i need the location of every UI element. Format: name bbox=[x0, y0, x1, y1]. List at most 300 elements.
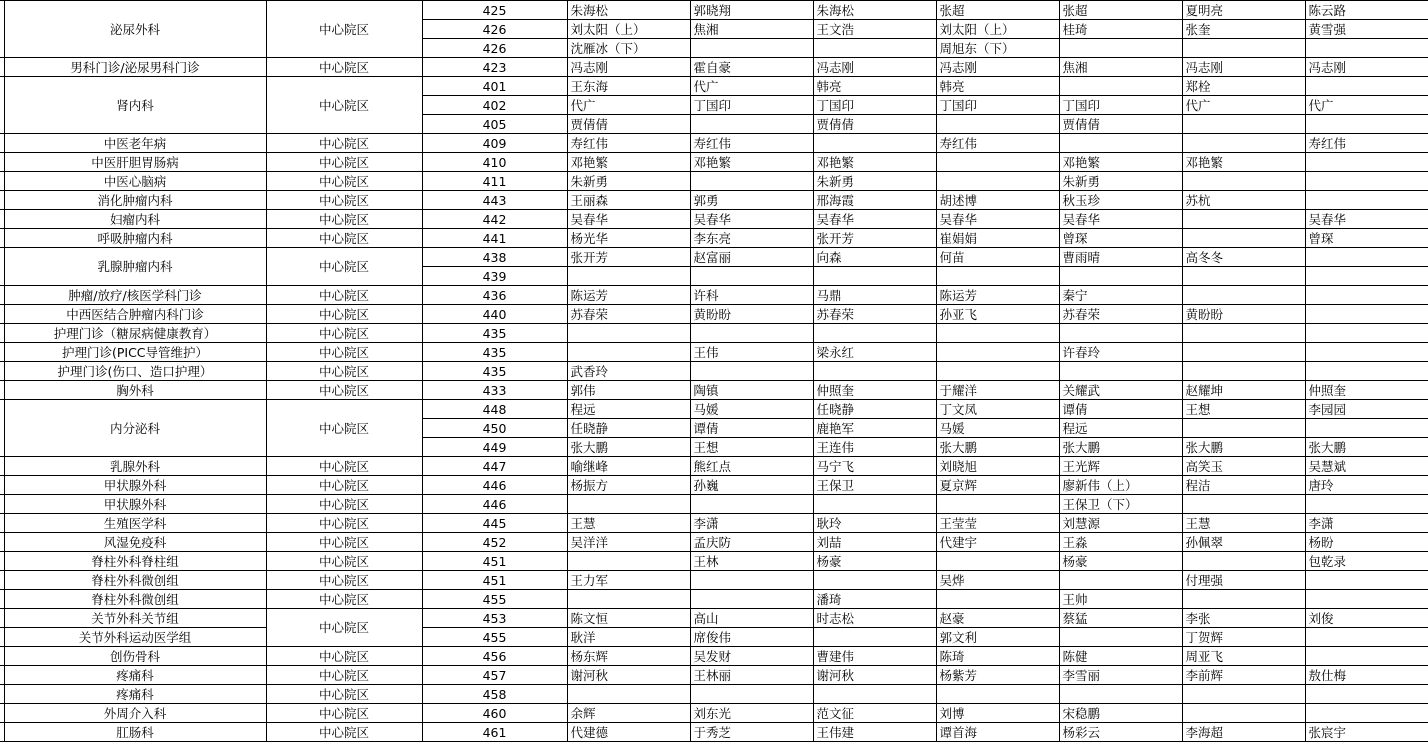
doctor-cell: 郭晓翔 bbox=[690, 1, 813, 20]
doctor-cell bbox=[1182, 685, 1305, 704]
doctor-cell bbox=[1059, 628, 1182, 647]
campus-cell: 中心院区 bbox=[266, 343, 422, 362]
doctor-cell: 孟庆防 bbox=[690, 533, 813, 552]
doctor-cell: 时志松 bbox=[813, 609, 936, 628]
doctor-cell: 贾倩倩 bbox=[813, 115, 936, 134]
doctor-cell: 崔娟娟 bbox=[936, 229, 1059, 248]
doctor-cell: 李前辉 bbox=[1182, 666, 1305, 685]
doctor-cell bbox=[690, 685, 813, 704]
doctor-cell: 赵耀坤 bbox=[1182, 381, 1305, 400]
room-number-cell: 446 bbox=[422, 495, 567, 514]
campus-cell: 中心院区 bbox=[266, 666, 422, 685]
table-row bbox=[0, 590, 1428, 609]
doctor-cell: 朱海松 bbox=[567, 1, 690, 20]
table-row bbox=[0, 343, 1428, 362]
doctor-cell bbox=[1182, 210, 1305, 229]
doctor-cell bbox=[1182, 552, 1305, 571]
doctor-cell: 张大鹏 bbox=[567, 438, 690, 457]
table-row bbox=[0, 685, 1428, 704]
doctor-cell: 宋稳鹏 bbox=[1059, 704, 1182, 723]
doctor-cell: 杨光华 bbox=[567, 229, 690, 248]
doctor-cell: 夏明亮 bbox=[1182, 1, 1305, 20]
room-number-cell: 450 bbox=[422, 419, 567, 438]
doctor-cell: 冯志刚 bbox=[1305, 58, 1428, 77]
doctor-cell bbox=[936, 590, 1059, 609]
doctor-cell bbox=[936, 324, 1059, 343]
campus-cell: 中心院区 bbox=[266, 305, 422, 324]
doctor-cell bbox=[1059, 571, 1182, 590]
table-row bbox=[0, 723, 1428, 742]
room-number-cell: 460 bbox=[422, 704, 567, 723]
department-cell: 护理门诊（糖尿病健康教育） bbox=[4, 324, 266, 343]
doctor-cell: 朱新勇 bbox=[1059, 172, 1182, 191]
doctor-cell: 李海超 bbox=[1182, 723, 1305, 742]
table-row bbox=[0, 172, 1428, 191]
doctor-cell: 关耀武 bbox=[1059, 381, 1182, 400]
room-number-cell: 451 bbox=[422, 571, 567, 590]
department-cell: 肿瘤/放疗/核医学科门诊 bbox=[4, 286, 266, 305]
doctor-cell: 王莹莹 bbox=[936, 514, 1059, 533]
campus-cell: 中心院区 bbox=[266, 609, 422, 647]
doctor-cell: 任晓静 bbox=[567, 419, 690, 438]
doctor-cell: 丁国印 bbox=[813, 96, 936, 115]
doctor-cell: 焦湘 bbox=[690, 20, 813, 39]
campus-cell: 中心院区 bbox=[266, 590, 422, 609]
doctor-cell: 王连伟 bbox=[813, 438, 936, 457]
doctor-cell: 杨豪 bbox=[1059, 552, 1182, 571]
doctor-cell bbox=[1305, 324, 1428, 343]
doctor-cell: 谭倩 bbox=[690, 419, 813, 438]
doctor-cell: 鹿艳军 bbox=[813, 419, 936, 438]
campus-cell: 中心院区 bbox=[266, 476, 422, 495]
doctor-cell: 高冬冬 bbox=[1182, 248, 1305, 267]
doctor-cell: 王林 bbox=[690, 552, 813, 571]
department-cell: 内分泌科 bbox=[4, 400, 266, 457]
room-number-cell: 435 bbox=[422, 362, 567, 381]
doctor-cell bbox=[936, 685, 1059, 704]
room-number-cell: 443 bbox=[422, 191, 567, 210]
doctor-cell bbox=[1059, 39, 1182, 58]
doctor-cell: 于耀洋 bbox=[936, 381, 1059, 400]
table-row bbox=[0, 362, 1428, 381]
doctor-cell: 程洁 bbox=[1182, 476, 1305, 495]
doctor-cell: 王保卫（下） bbox=[1059, 495, 1182, 514]
department-cell: 消化肿瘤内科 bbox=[4, 191, 266, 210]
table-row bbox=[0, 134, 1428, 153]
room-number-cell: 445 bbox=[422, 514, 567, 533]
room-number-cell: 425 bbox=[422, 1, 567, 20]
campus-cell: 中心院区 bbox=[266, 571, 422, 590]
doctor-cell bbox=[1059, 134, 1182, 153]
table-row bbox=[0, 381, 1428, 400]
doctor-cell: 黄雪强 bbox=[1305, 20, 1428, 39]
doctor-cell: 张大鹏 bbox=[1305, 438, 1428, 457]
department-cell: 胸外科 bbox=[4, 381, 266, 400]
doctor-cell: 张大鹏 bbox=[1059, 438, 1182, 457]
doctor-cell: 冯志刚 bbox=[936, 58, 1059, 77]
campus-cell: 中心院区 bbox=[266, 381, 422, 400]
doctor-cell: 杨豪 bbox=[813, 552, 936, 571]
doctor-cell bbox=[1305, 115, 1428, 134]
doctor-cell: 刘太阳（上） bbox=[567, 20, 690, 39]
department-cell: 甲状腺外科 bbox=[4, 495, 266, 514]
doctor-cell: 张宸宇 bbox=[1305, 723, 1428, 742]
doctor-cell: 王力军 bbox=[567, 571, 690, 590]
doctor-cell: 范文征 bbox=[813, 704, 936, 723]
doctor-cell bbox=[1059, 267, 1182, 286]
doctor-cell: 丁国印 bbox=[690, 96, 813, 115]
table-row bbox=[0, 1, 1428, 20]
doctor-cell: 谭倩 bbox=[1059, 400, 1182, 419]
doctor-cell: 吴春华 bbox=[813, 210, 936, 229]
room-number-cell: 452 bbox=[422, 533, 567, 552]
doctor-cell bbox=[1305, 704, 1428, 723]
table-row bbox=[0, 666, 1428, 685]
room-number-cell: 446 bbox=[422, 476, 567, 495]
table-row bbox=[0, 77, 1428, 96]
campus-cell: 中心院区 bbox=[266, 172, 422, 191]
campus-cell: 中心院区 bbox=[266, 77, 422, 134]
campus-cell: 中心院区 bbox=[266, 58, 422, 77]
doctor-cell bbox=[813, 324, 936, 343]
doctor-cell: 刘俊 bbox=[1305, 609, 1428, 628]
doctor-cell: 朱新勇 bbox=[813, 172, 936, 191]
doctor-cell: 孙亚飞 bbox=[936, 305, 1059, 324]
doctor-cell: 马媛 bbox=[936, 419, 1059, 438]
doctor-cell bbox=[813, 571, 936, 590]
table-row bbox=[0, 552, 1428, 571]
department-cell: 关节外科关节组 bbox=[4, 609, 266, 628]
doctor-cell bbox=[1305, 571, 1428, 590]
room-number-cell: 426 bbox=[422, 20, 567, 39]
doctor-cell: 王帅 bbox=[1059, 590, 1182, 609]
doctor-cell: 孙佩翠 bbox=[1182, 533, 1305, 552]
doctor-cell bbox=[690, 267, 813, 286]
campus-cell: 中心院区 bbox=[266, 1, 422, 58]
room-number-cell: 441 bbox=[422, 229, 567, 248]
doctor-cell bbox=[690, 324, 813, 343]
doctor-cell bbox=[813, 362, 936, 381]
doctor-cell: 王想 bbox=[690, 438, 813, 457]
doctor-cell: 程远 bbox=[567, 400, 690, 419]
department-cell: 呼吸肿瘤内科 bbox=[4, 229, 266, 248]
doctor-cell: 朱海松 bbox=[813, 1, 936, 20]
table-row bbox=[0, 476, 1428, 495]
doctor-cell: 杨盼 bbox=[1305, 533, 1428, 552]
department-cell: 泌尿外科 bbox=[4, 1, 266, 58]
doctor-cell bbox=[1059, 362, 1182, 381]
department-cell: 风湿免疫科 bbox=[4, 533, 266, 552]
doctor-cell: 于秀芝 bbox=[690, 723, 813, 742]
doctor-cell: 王慧 bbox=[567, 514, 690, 533]
doctor-cell: 张大鹏 bbox=[936, 438, 1059, 457]
doctor-cell: 谢河秋 bbox=[813, 666, 936, 685]
doctor-cell: 邢海霞 bbox=[813, 191, 936, 210]
doctor-cell: 任晓静 bbox=[813, 400, 936, 419]
doctor-cell: 王光辉 bbox=[1059, 457, 1182, 476]
doctor-cell: 吴春华 bbox=[1305, 210, 1428, 229]
department-cell: 关节外科运动医学组 bbox=[4, 628, 266, 647]
doctor-cell: 代广 bbox=[1305, 96, 1428, 115]
doctor-cell: 陶镇 bbox=[690, 381, 813, 400]
doctor-cell bbox=[1182, 419, 1305, 438]
doctor-cell: 邓艳繁 bbox=[813, 153, 936, 172]
doctor-cell bbox=[1305, 305, 1428, 324]
doctor-cell: 陈文恒 bbox=[567, 609, 690, 628]
doctor-cell: 李张 bbox=[1182, 609, 1305, 628]
room-number-cell: 457 bbox=[422, 666, 567, 685]
doctor-cell bbox=[1305, 343, 1428, 362]
doctor-cell: 刘喆 bbox=[813, 533, 936, 552]
department-cell: 外周介入科 bbox=[4, 704, 266, 723]
table-row bbox=[0, 248, 1428, 267]
doctor-cell: 曾琛 bbox=[1059, 229, 1182, 248]
doctor-cell: 潘琦 bbox=[813, 590, 936, 609]
doctor-cell: 程远 bbox=[1059, 419, 1182, 438]
doctor-cell: 吴春华 bbox=[936, 210, 1059, 229]
doctor-cell: 马宁飞 bbox=[813, 457, 936, 476]
doctor-cell: 黄盼盼 bbox=[1182, 305, 1305, 324]
doctor-cell: 吴春华 bbox=[690, 210, 813, 229]
room-number-cell: 439 bbox=[422, 267, 567, 286]
room-number-cell: 410 bbox=[422, 153, 567, 172]
room-number-cell: 458 bbox=[422, 685, 567, 704]
campus-cell: 中心院区 bbox=[266, 457, 422, 476]
doctor-cell: 寿红伟 bbox=[936, 134, 1059, 153]
doctor-cell bbox=[690, 172, 813, 191]
doctor-cell: 赵富丽 bbox=[690, 248, 813, 267]
doctor-cell: 陈运芳 bbox=[567, 286, 690, 305]
doctor-cell: 高山 bbox=[690, 609, 813, 628]
campus-cell: 中心院区 bbox=[266, 400, 422, 457]
doctor-cell bbox=[690, 571, 813, 590]
doctor-cell: 冯志刚 bbox=[813, 58, 936, 77]
doctor-cell: 包乾录 bbox=[1305, 552, 1428, 571]
doctor-cell: 余辉 bbox=[567, 704, 690, 723]
doctor-cell: 向森 bbox=[813, 248, 936, 267]
doctor-cell: 耿玲 bbox=[813, 514, 936, 533]
department-cell: 甲状腺外科 bbox=[4, 476, 266, 495]
doctor-cell bbox=[1182, 343, 1305, 362]
doctor-cell bbox=[813, 267, 936, 286]
doctor-cell: 郭伟 bbox=[567, 381, 690, 400]
doctor-cell: 丁贺辉 bbox=[1182, 628, 1305, 647]
doctor-cell: 代建德 bbox=[567, 723, 690, 742]
room-number-cell: 436 bbox=[422, 286, 567, 305]
doctor-cell bbox=[690, 495, 813, 514]
doctor-cell: 吴慧斌 bbox=[1305, 457, 1428, 476]
doctor-cell bbox=[1182, 590, 1305, 609]
doctor-cell bbox=[690, 115, 813, 134]
doctor-cell: 王淼 bbox=[1059, 533, 1182, 552]
campus-cell: 中心院区 bbox=[266, 723, 422, 742]
room-number-cell: 409 bbox=[422, 134, 567, 153]
department-cell: 中西医结合肿瘤内科门诊 bbox=[4, 305, 266, 324]
doctor-cell bbox=[1305, 685, 1428, 704]
doctor-cell: 张开芳 bbox=[567, 248, 690, 267]
department-cell: 脊柱外科微创组 bbox=[4, 590, 266, 609]
doctor-cell: 苏春荣 bbox=[567, 305, 690, 324]
department-cell: 护理门诊(PICC导管维护） bbox=[4, 343, 266, 362]
department-cell: 乳腺肿瘤内科 bbox=[4, 248, 266, 286]
doctor-cell: 丁国印 bbox=[936, 96, 1059, 115]
doctor-cell bbox=[1305, 172, 1428, 191]
campus-cell: 中心院区 bbox=[266, 647, 422, 666]
doctor-cell: 焦湘 bbox=[1059, 58, 1182, 77]
doctor-cell bbox=[936, 362, 1059, 381]
doctor-cell: 丁文凤 bbox=[936, 400, 1059, 419]
doctor-cell: 梁永红 bbox=[813, 343, 936, 362]
room-number-cell: 461 bbox=[422, 723, 567, 742]
doctor-cell: 桂琦 bbox=[1059, 20, 1182, 39]
doctor-cell: 王伟 bbox=[690, 343, 813, 362]
department-cell: 中医老年病 bbox=[4, 134, 266, 153]
doctor-cell: 贾倩倩 bbox=[567, 115, 690, 134]
doctor-cell bbox=[1182, 134, 1305, 153]
doctor-cell: 唐玲 bbox=[1305, 476, 1428, 495]
doctor-cell: 寿红伟 bbox=[1305, 134, 1428, 153]
doctor-cell bbox=[1305, 77, 1428, 96]
doctor-cell: 李园园 bbox=[1305, 400, 1428, 419]
doctor-cell: 夏京辉 bbox=[936, 476, 1059, 495]
doctor-cell: 邓艳繁 bbox=[1182, 153, 1305, 172]
doctor-cell bbox=[1305, 267, 1428, 286]
doctor-cell bbox=[1305, 248, 1428, 267]
doctor-cell bbox=[1305, 191, 1428, 210]
room-number-cell: 438 bbox=[422, 248, 567, 267]
doctor-cell bbox=[567, 552, 690, 571]
doctor-cell bbox=[1059, 324, 1182, 343]
campus-cell: 中心院区 bbox=[266, 134, 422, 153]
campus-cell: 中心院区 bbox=[266, 514, 422, 533]
doctor-cell bbox=[936, 343, 1059, 362]
room-number-cell: 455 bbox=[422, 628, 567, 647]
doctor-cell: 霍自豪 bbox=[690, 58, 813, 77]
doctor-cell: 韩亮 bbox=[936, 77, 1059, 96]
doctor-cell bbox=[813, 495, 936, 514]
doctor-cell: 杨紫芳 bbox=[936, 666, 1059, 685]
table-row bbox=[0, 153, 1428, 172]
doctor-cell bbox=[1305, 419, 1428, 438]
doctor-cell: 李潇 bbox=[690, 514, 813, 533]
doctor-cell bbox=[936, 495, 1059, 514]
doctor-cell: 席俊伟 bbox=[690, 628, 813, 647]
doctor-cell bbox=[1182, 115, 1305, 134]
department-cell: 疼痛科 bbox=[4, 685, 266, 704]
doctor-cell: 杨振方 bbox=[567, 476, 690, 495]
doctor-cell: 刘晓旭 bbox=[936, 457, 1059, 476]
doctor-cell: 杨彩云 bbox=[1059, 723, 1182, 742]
doctor-cell: 沈雁冰（下） bbox=[567, 39, 690, 58]
doctor-cell: 黄盼盼 bbox=[690, 305, 813, 324]
doctor-cell: 刘慧源 bbox=[1059, 514, 1182, 533]
campus-cell: 中心院区 bbox=[266, 248, 422, 286]
doctor-cell: 刘东光 bbox=[690, 704, 813, 723]
doctor-cell: 王东海 bbox=[567, 77, 690, 96]
doctor-cell: 吴洋洋 bbox=[567, 533, 690, 552]
room-number-cell: 453 bbox=[422, 609, 567, 628]
doctor-cell bbox=[1182, 172, 1305, 191]
table-row bbox=[0, 191, 1428, 210]
room-number-cell: 442 bbox=[422, 210, 567, 229]
doctor-cell: 贾倩倩 bbox=[1059, 115, 1182, 134]
doctor-cell: 郑栓 bbox=[1182, 77, 1305, 96]
doctor-cell: 张超 bbox=[1059, 1, 1182, 20]
doctor-cell: 寿红伟 bbox=[567, 134, 690, 153]
doctor-cell: 杨东辉 bbox=[567, 647, 690, 666]
doctor-cell: 何苗 bbox=[936, 248, 1059, 267]
doctor-cell: 郭文利 bbox=[936, 628, 1059, 647]
doctor-cell bbox=[1305, 286, 1428, 305]
doctor-cell: 许科 bbox=[690, 286, 813, 305]
doctor-cell bbox=[567, 685, 690, 704]
room-number-cell: 447 bbox=[422, 457, 567, 476]
room-number-cell: 435 bbox=[422, 343, 567, 362]
doctor-cell bbox=[1059, 685, 1182, 704]
room-number-cell: 449 bbox=[422, 438, 567, 457]
doctor-cell: 代建宇 bbox=[936, 533, 1059, 552]
doctor-cell: 吴春华 bbox=[567, 210, 690, 229]
table-row bbox=[0, 210, 1428, 229]
doctor-cell: 王想 bbox=[1182, 400, 1305, 419]
doctor-cell bbox=[1305, 153, 1428, 172]
campus-cell: 中心院区 bbox=[266, 153, 422, 172]
room-number-cell: 435 bbox=[422, 324, 567, 343]
campus-cell: 中心院区 bbox=[266, 552, 422, 571]
doctor-cell: 马鼎 bbox=[813, 286, 936, 305]
doctor-cell bbox=[1182, 362, 1305, 381]
room-number-cell: 401 bbox=[422, 77, 567, 96]
campus-cell: 中心院区 bbox=[266, 229, 422, 248]
campus-cell: 中心院区 bbox=[266, 533, 422, 552]
room-number-cell: 448 bbox=[422, 400, 567, 419]
doctor-cell: 仲照奎 bbox=[1305, 381, 1428, 400]
department-cell: 肾内科 bbox=[4, 77, 266, 134]
doctor-cell: 曹建伟 bbox=[813, 647, 936, 666]
doctor-cell: 许春玲 bbox=[1059, 343, 1182, 362]
doctor-cell: 丁国印 bbox=[1059, 96, 1182, 115]
doctor-cell: 代广 bbox=[690, 77, 813, 96]
doctor-cell: 廖新伟（上） bbox=[1059, 476, 1182, 495]
doctor-cell bbox=[567, 495, 690, 514]
doctor-cell: 蔡猛 bbox=[1059, 609, 1182, 628]
doctor-cell: 陈琦 bbox=[936, 647, 1059, 666]
room-number-cell: 402 bbox=[422, 96, 567, 115]
doctor-cell: 朱新勇 bbox=[567, 172, 690, 191]
table-row bbox=[0, 324, 1428, 343]
doctor-cell bbox=[567, 267, 690, 286]
doctor-cell: 吴春华 bbox=[1059, 210, 1182, 229]
doctor-cell: 张开芳 bbox=[813, 229, 936, 248]
doctor-cell bbox=[1182, 39, 1305, 58]
doctor-cell: 冯志刚 bbox=[1182, 58, 1305, 77]
table-row bbox=[0, 305, 1428, 324]
doctor-cell bbox=[567, 590, 690, 609]
doctor-cell bbox=[813, 134, 936, 153]
doctor-cell: 张大鹏 bbox=[1182, 438, 1305, 457]
doctor-cell bbox=[690, 362, 813, 381]
doctor-cell: 谭首海 bbox=[936, 723, 1059, 742]
doctor-cell: 马媛 bbox=[690, 400, 813, 419]
doctor-cell bbox=[690, 39, 813, 58]
department-cell: 妇瘤内科 bbox=[4, 210, 266, 229]
doctor-cell: 张超 bbox=[936, 1, 1059, 20]
doctor-cell bbox=[1182, 704, 1305, 723]
doctor-cell: 苏杭 bbox=[1182, 191, 1305, 210]
doctor-cell: 郭勇 bbox=[690, 191, 813, 210]
doctor-cell: 谢河秋 bbox=[567, 666, 690, 685]
doctor-cell bbox=[1305, 39, 1428, 58]
